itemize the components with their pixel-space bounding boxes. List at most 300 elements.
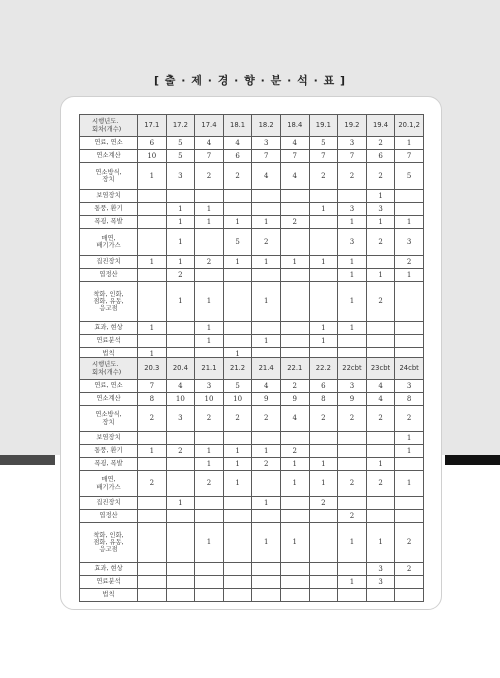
column-header: 19.1 <box>309 115 338 137</box>
row-label <box>80 150 138 163</box>
value-cell <box>223 203 252 216</box>
value-cell: 2 <box>338 406 367 432</box>
row-label <box>80 510 138 523</box>
table-row <box>80 137 424 150</box>
value-cell <box>338 432 367 445</box>
value-cell <box>138 510 167 523</box>
table-row <box>80 576 424 589</box>
value-cell: 5 <box>395 163 424 190</box>
value-cell <box>223 282 252 322</box>
row-label-line: 폭굉, 폭발 <box>94 218 123 226</box>
row-label <box>80 458 138 471</box>
row-label-line: 법칙 <box>102 591 115 599</box>
value-cell: 2 <box>366 471 395 497</box>
value-cell: 1 <box>223 445 252 458</box>
value-cell: 1 <box>395 137 424 150</box>
value-cell <box>395 497 424 510</box>
value-cell <box>366 445 395 458</box>
value-cell: 1 <box>338 269 367 282</box>
table-row <box>80 256 424 269</box>
row-label <box>80 203 138 216</box>
value-cell: 4 <box>280 137 309 150</box>
column-header: 23cbt <box>366 358 395 380</box>
value-cell: 2 <box>366 282 395 322</box>
column-header: 22.1 <box>280 358 309 380</box>
table-row <box>80 190 424 203</box>
value-cell <box>395 322 424 335</box>
column-header: 21.4 <box>252 358 281 380</box>
row-label-line: 장치 <box>102 418 115 426</box>
value-cell: 2 <box>280 380 309 393</box>
value-cell: 1 <box>309 458 338 471</box>
value-cell: 1 <box>280 458 309 471</box>
value-cell <box>195 589 224 602</box>
value-cell: 4 <box>280 406 309 432</box>
value-cell <box>166 322 195 335</box>
value-cell: 1 <box>166 203 195 216</box>
row-label <box>80 256 138 269</box>
value-cell: 4 <box>223 137 252 150</box>
value-cell: 1 <box>338 576 367 589</box>
row-label-line: 연소방식, <box>95 168 122 176</box>
column-header: 18.1 <box>223 115 252 137</box>
value-cell: 1 <box>252 445 281 458</box>
value-cell <box>366 335 395 348</box>
value-cell <box>166 458 195 471</box>
value-cell: 2 <box>195 163 224 190</box>
value-cell <box>280 269 309 282</box>
value-cell: 4 <box>252 163 281 190</box>
value-cell: 2 <box>309 163 338 190</box>
table-row <box>80 563 424 576</box>
value-cell <box>252 432 281 445</box>
column-header: 18.4 <box>280 115 309 137</box>
value-cell <box>395 510 424 523</box>
value-cell: 1 <box>223 348 252 361</box>
row-label <box>80 445 138 458</box>
value-cell: 1 <box>252 216 281 229</box>
column-header: 20.3 <box>138 358 167 380</box>
value-cell: 1 <box>280 256 309 269</box>
row-label-line: 통풍, 환기 <box>94 205 123 213</box>
row-label <box>80 269 138 282</box>
column-header: 19.2 <box>338 115 367 137</box>
row-label <box>80 471 138 497</box>
value-cell <box>138 216 167 229</box>
row-label-line: 응고점 <box>99 305 118 313</box>
row-label-line: 연료분석 <box>96 578 121 586</box>
value-cell: 2 <box>195 256 224 269</box>
value-cell <box>252 589 281 602</box>
value-cell <box>223 523 252 563</box>
value-cell: 2 <box>195 406 224 432</box>
value-cell: 1 <box>166 216 195 229</box>
value-cell <box>138 576 167 589</box>
row-label <box>80 523 138 563</box>
value-cell: 1 <box>338 216 367 229</box>
value-cell <box>223 563 252 576</box>
header-label-line: 회차(개수) <box>92 368 122 376</box>
column-header: 20.1,2 <box>395 115 424 137</box>
value-cell: 5 <box>166 150 195 163</box>
value-cell: 1 <box>395 445 424 458</box>
value-cell: 1 <box>309 322 338 335</box>
value-cell: 7 <box>138 380 167 393</box>
header-row <box>80 115 424 137</box>
value-cell: 3 <box>338 380 367 393</box>
value-cell <box>223 589 252 602</box>
value-cell: 6 <box>309 380 338 393</box>
value-cell: 2 <box>138 406 167 432</box>
value-cell: 1 <box>195 203 224 216</box>
value-cell <box>252 322 281 335</box>
row-label-line: 법칙 <box>102 350 115 358</box>
value-cell: 5 <box>166 137 195 150</box>
row-label-line: 응고점 <box>99 546 118 554</box>
value-cell: 1 <box>366 458 395 471</box>
row-label <box>80 576 138 589</box>
value-cell <box>280 589 309 602</box>
value-cell: 2 <box>223 406 252 432</box>
table-row <box>80 406 424 432</box>
value-cell <box>366 497 395 510</box>
value-cell <box>395 458 424 471</box>
value-cell: 1 <box>309 256 338 269</box>
table-row <box>80 335 424 348</box>
table-row <box>80 445 424 458</box>
value-cell <box>166 589 195 602</box>
value-cell <box>309 445 338 458</box>
table-row <box>80 510 424 523</box>
value-cell <box>280 432 309 445</box>
value-cell <box>280 322 309 335</box>
value-cell: 2 <box>252 229 281 256</box>
table-row <box>80 322 424 335</box>
value-cell: 1 <box>366 216 395 229</box>
value-cell: 2 <box>223 163 252 190</box>
column-header: 24cbt <box>395 358 424 380</box>
value-cell: 2 <box>338 471 367 497</box>
row-label-line: 매연, <box>101 476 116 484</box>
value-cell: 1 <box>195 322 224 335</box>
value-cell: 2 <box>366 163 395 190</box>
table-row <box>80 523 424 563</box>
value-cell <box>395 203 424 216</box>
value-cell: 1 <box>280 523 309 563</box>
row-label-line: 연료, 연소 <box>94 382 123 390</box>
header-label <box>80 115 138 137</box>
value-cell <box>309 216 338 229</box>
row-label <box>80 190 138 203</box>
row-label-line: 착화, 인화, <box>93 531 124 539</box>
value-cell: 9 <box>280 393 309 406</box>
value-cell: 8 <box>309 393 338 406</box>
value-cell <box>195 510 224 523</box>
value-cell <box>138 269 167 282</box>
value-cell: 3 <box>366 203 395 216</box>
column-header: 22cbt <box>338 358 367 380</box>
value-cell: 1 <box>166 229 195 256</box>
value-cell <box>166 510 195 523</box>
row-label-line: 엽정산 <box>99 512 118 520</box>
table-row <box>80 229 424 256</box>
value-cell: 2 <box>166 269 195 282</box>
value-cell: 1 <box>395 216 424 229</box>
value-cell <box>223 576 252 589</box>
value-cell: 2 <box>366 229 395 256</box>
value-cell: 1 <box>252 335 281 348</box>
value-cell: 3 <box>338 137 367 150</box>
value-cell <box>309 432 338 445</box>
value-cell: 7 <box>252 150 281 163</box>
row-label-line: 장치 <box>102 176 115 183</box>
left-band <box>0 455 55 465</box>
value-cell: 1 <box>195 216 224 229</box>
value-cell <box>280 203 309 216</box>
row-label-line: 연소방식, <box>95 411 122 419</box>
value-cell: 8 <box>138 393 167 406</box>
header-label-line: 회차(개수) <box>92 125 122 133</box>
value-cell <box>338 589 367 602</box>
analysis-table-1 <box>79 114 424 361</box>
value-cell <box>166 190 195 203</box>
value-cell <box>309 510 338 523</box>
value-cell: 1 <box>252 497 281 510</box>
header-row <box>80 358 424 380</box>
value-cell: 3 <box>166 163 195 190</box>
value-cell: 1 <box>138 348 167 361</box>
row-label <box>80 137 138 150</box>
value-cell: 10 <box>138 150 167 163</box>
column-header: 18.2 <box>252 115 281 137</box>
value-cell <box>366 589 395 602</box>
value-cell: 7 <box>338 150 367 163</box>
row-label <box>80 229 138 256</box>
row-label-line: 점화, 유동, <box>93 297 124 305</box>
value-cell: 6 <box>138 137 167 150</box>
row-label <box>80 497 138 510</box>
value-cell: 1 <box>395 471 424 497</box>
table-row <box>80 163 424 190</box>
value-cell: 1 <box>366 523 395 563</box>
value-cell <box>309 576 338 589</box>
row-label <box>80 563 138 576</box>
value-cell: 2 <box>166 445 195 458</box>
value-cell <box>309 589 338 602</box>
value-cell: 2 <box>395 523 424 563</box>
value-cell: 2 <box>309 497 338 510</box>
value-cell: 1 <box>166 282 195 322</box>
value-cell <box>366 256 395 269</box>
value-cell <box>309 523 338 563</box>
value-cell <box>280 282 309 322</box>
table-row <box>80 203 424 216</box>
row-label-line: 매연, <box>101 234 116 242</box>
header-label-line: 시행년도. <box>92 118 119 126</box>
value-cell <box>309 563 338 576</box>
value-cell <box>366 510 395 523</box>
value-cell: 1 <box>252 282 281 322</box>
value-cell: 3 <box>252 137 281 150</box>
column-header: 20.4 <box>166 358 195 380</box>
row-label <box>80 380 138 393</box>
value-cell <box>223 335 252 348</box>
value-cell <box>138 335 167 348</box>
value-cell: 1 <box>138 445 167 458</box>
value-cell <box>195 269 224 282</box>
row-label-line: 배기가스 <box>96 483 121 491</box>
value-cell: 1 <box>223 458 252 471</box>
value-cell: 1 <box>252 256 281 269</box>
value-cell <box>138 229 167 256</box>
value-cell: 1 <box>395 269 424 282</box>
value-cell <box>366 322 395 335</box>
value-cell: 4 <box>366 380 395 393</box>
row-label-line: 집진장치 <box>96 258 121 266</box>
value-cell: 7 <box>395 150 424 163</box>
header-label-line: 시행년도. <box>92 361 119 369</box>
row-label-line: 폭굉, 폭발 <box>94 460 123 468</box>
row-label-line: 점화, 유동, <box>93 538 124 546</box>
table-row <box>80 216 424 229</box>
table-row <box>80 380 424 393</box>
right-band <box>445 455 500 465</box>
value-cell: 3 <box>395 380 424 393</box>
table-row <box>80 393 424 406</box>
value-cell: 1 <box>366 190 395 203</box>
value-cell: 3 <box>395 229 424 256</box>
value-cell: 1 <box>195 523 224 563</box>
header-label <box>80 358 138 380</box>
value-cell: 2 <box>280 216 309 229</box>
value-cell: 1 <box>395 432 424 445</box>
table-row <box>80 589 424 602</box>
value-cell: 2 <box>338 510 367 523</box>
analysis-table-2 <box>79 357 424 602</box>
value-cell <box>338 335 367 348</box>
value-cell: 1 <box>280 471 309 497</box>
value-cell <box>223 510 252 523</box>
row-label-line: 보염장치 <box>96 434 121 442</box>
value-cell <box>252 563 281 576</box>
value-cell <box>280 576 309 589</box>
value-cell: 2 <box>395 406 424 432</box>
column-header: 19.4 <box>366 115 395 137</box>
value-cell: 4 <box>280 163 309 190</box>
value-cell <box>138 589 167 602</box>
value-cell <box>223 432 252 445</box>
value-cell: 2 <box>195 471 224 497</box>
value-cell <box>138 523 167 563</box>
row-label-line: 연소계산 <box>96 395 121 403</box>
value-cell <box>395 190 424 203</box>
value-cell <box>223 190 252 203</box>
value-cell <box>195 576 224 589</box>
value-cell: 1 <box>223 471 252 497</box>
value-cell: 4 <box>195 137 224 150</box>
table-row <box>80 432 424 445</box>
value-cell <box>280 510 309 523</box>
value-cell: 1 <box>252 523 281 563</box>
row-label-line: 연료분석 <box>96 337 121 345</box>
row-label-line: 착화, 인화, <box>93 290 124 298</box>
column-header: 17.1 <box>138 115 167 137</box>
value-cell <box>338 563 367 576</box>
row-label-line: 효과, 현상 <box>94 324 123 332</box>
value-cell: 3 <box>338 229 367 256</box>
row-label <box>80 432 138 445</box>
row-label <box>80 282 138 322</box>
value-cell: 1 <box>223 216 252 229</box>
value-cell: 7 <box>280 150 309 163</box>
value-cell <box>252 510 281 523</box>
table-row <box>80 471 424 497</box>
value-cell: 3 <box>366 563 395 576</box>
value-cell <box>280 190 309 203</box>
value-cell <box>309 190 338 203</box>
value-cell: 9 <box>252 393 281 406</box>
value-cell: 2 <box>395 256 424 269</box>
row-label <box>80 322 138 335</box>
value-cell: 1 <box>166 497 195 510</box>
value-cell: 3 <box>366 576 395 589</box>
value-cell <box>223 322 252 335</box>
value-cell <box>395 282 424 322</box>
value-cell <box>138 458 167 471</box>
column-header: 17.2 <box>166 115 195 137</box>
value-cell: 1 <box>166 256 195 269</box>
value-cell <box>138 190 167 203</box>
value-cell: 4 <box>166 380 195 393</box>
value-cell: 1 <box>195 458 224 471</box>
value-cell <box>195 563 224 576</box>
value-cell: 1 <box>223 256 252 269</box>
value-cell <box>366 432 395 445</box>
value-cell: 2 <box>395 563 424 576</box>
value-cell: 4 <box>252 380 281 393</box>
value-cell <box>395 335 424 348</box>
value-cell <box>252 203 281 216</box>
value-cell <box>166 576 195 589</box>
value-cell <box>309 282 338 322</box>
table-row <box>80 150 424 163</box>
row-label <box>80 335 138 348</box>
row-label-line: 배기가스 <box>96 242 121 249</box>
value-cell: 1 <box>338 256 367 269</box>
value-cell: 2 <box>338 163 367 190</box>
value-cell: 2 <box>366 406 395 432</box>
value-cell <box>252 190 281 203</box>
value-cell <box>138 282 167 322</box>
row-label-line: 효과, 현상 <box>94 565 123 573</box>
value-cell <box>338 190 367 203</box>
value-cell <box>252 471 281 497</box>
column-header: 22.2 <box>309 358 338 380</box>
value-cell <box>138 563 167 576</box>
value-cell <box>195 432 224 445</box>
value-cell: 1 <box>195 445 224 458</box>
value-cell: 3 <box>166 406 195 432</box>
value-cell: 10 <box>223 393 252 406</box>
value-cell: 2 <box>280 445 309 458</box>
value-cell: 4 <box>366 393 395 406</box>
row-label-line: 통풍, 환기 <box>94 447 123 455</box>
value-cell <box>252 576 281 589</box>
row-label-line: 보염장치 <box>96 192 121 200</box>
value-cell <box>280 229 309 256</box>
value-cell <box>138 497 167 510</box>
value-cell: 1 <box>338 282 367 322</box>
